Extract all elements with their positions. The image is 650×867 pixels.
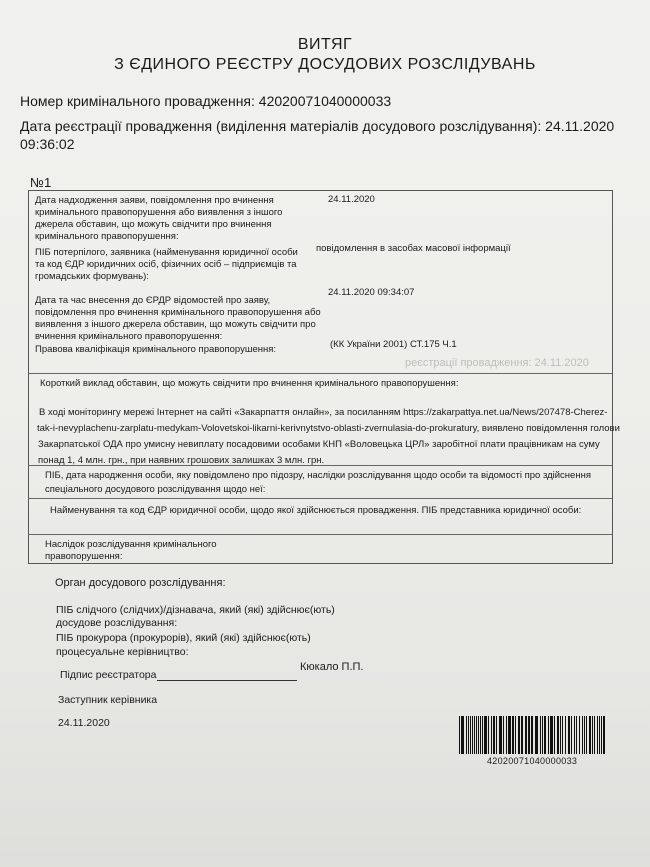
barcode-bar [474,716,475,754]
barcode-bar [574,716,575,754]
watermark-text: реєстрації провадження: 24.11.2020 [405,357,589,369]
barcode-bar [512,716,514,754]
barcode-bar [521,716,523,754]
signature-label: Підпис реєстратора [60,669,157,681]
summary-line-4: понад 1, 4 млн. грн., при наявних грошових залишках 3 млн. грн. [38,455,325,466]
barcode-bar [484,716,487,754]
agency-label: Орган досудового розслідування: [55,577,226,589]
divider [28,534,612,535]
suspect-label-line-2: спеціального досудового розслідування щодо неї: [45,484,266,495]
case-number: Номер кримінального провадження: 42020071040000033 [20,93,392,109]
barcode-bar [592,716,593,754]
barcode-bar [594,716,595,754]
barcode-bar [468,716,469,754]
barcode-bar [535,716,538,754]
barcode-bar [601,716,602,754]
registrar-name: Кюкало П.П. [300,661,364,673]
barcode-bar [589,716,591,754]
barcode-bar [466,716,467,754]
row-label-receipt-date: Дата надходження заяви, повідомлення про вчинення кримінального правопорушення або виявлення з іншого джерела обставин, що можуть свідчити про вчинення кримінального правопорушення: [35,195,283,242]
document-subtitle: З ЄДИНОГО РЕЄСТРУ ДОСУДОВИХ РОЗСЛІДУВАНЬ [114,56,536,73]
registration-date: Дата реєстрації провадження (виділення матеріалів досудового розслідування): 24.11.2020 [20,118,615,134]
row-value-entry-date: 24.11.2020 09:34:07 [328,287,415,298]
barcode-bar [562,716,563,754]
barcode-bar [506,716,507,754]
investigator-label-line-1: ПІБ слідчого (слідчих)/дізнавача, який (які) здійснює(ють) [56,604,335,616]
barcode-bar [579,716,580,754]
barcode [459,716,609,754]
barcode-bar [544,716,546,754]
barcode-bar [571,716,572,754]
prosecutor-label-line-2: процесуальне керівництво: [56,646,189,658]
barcode-bar [548,716,549,754]
barcode-bar [499,716,502,754]
document-title: ВИТЯГ [297,36,353,53]
barcode-bar [476,716,477,754]
summary-line-1: В ході моніторингу мережі Інтернет на сайті «Закарпаття онлайн», за посиланням https://zakarpattya.net.ua/News/207478-Cherez- [39,407,608,418]
barcode-bar [586,716,587,754]
barcode-bar [568,716,570,754]
barcode-bar [576,716,577,754]
barcode-bar [531,716,533,754]
barcode-bar [503,716,504,754]
barcode-bar [478,716,479,754]
barcode-bar [515,716,516,754]
document-date: 24.11.2020 [58,717,110,729]
barcode-bar [482,716,483,754]
barcode-bar [603,716,605,754]
barcode-bar [488,716,489,754]
barcode-bar [525,716,527,754]
barcode-bar [470,716,471,754]
barcode-bar [508,716,511,754]
barcode-bar [554,716,555,754]
summary-line-3: Закарпатської ОДА про умисну невиплату посадовими особами КНП «Воловецька ЦРЛ» заробітної плати працівникам на суму [38,439,600,450]
barcode-bar [528,716,530,754]
barcode-bar [518,716,520,754]
row-value-victim: повідомлення в засобах масової інформації [316,243,511,254]
row-value-qualification: (КК України 2001) СТ.175 Ч.1 [330,339,457,350]
summary-line-2: tak-i-nevyplachenu-zarplatu-medykam-Volovetskoi-likarni-kerivnytstvo-oblasti-zvernulasia-do-prokuratury, виявлено повідомлення голови [37,423,620,434]
barcode-bar [480,716,481,754]
record-number: №1 [30,175,52,190]
barcode-bar [459,716,460,754]
signature-line [157,680,297,681]
barcode-bar [461,716,464,754]
row-label-victim: ПІБ потерпілого, заявника (найменування юридичної особи та код ЄДР юридичних осіб, фізичних осіб – підприємців та громадських формувань): [35,247,298,282]
investigator-label-line-2: досудове розслідування: [56,617,178,629]
prosecutor-label-line-1: ПІБ прокурора (прокурорів), який (які) здійснює(ють) [56,632,311,644]
barcode-bar [472,716,473,754]
barcode-bar [560,716,561,754]
legal-entity-label: Найменування та код ЄДР юридичної особи, щодо якої здійснюється провадження. ПІБ представника юридичної особи: [50,505,582,516]
summary-label: Короткий виклад обставин, що можуть свідчити про вчинення кримінального правопорушення: [40,378,459,389]
barcode-bar [599,716,600,754]
divider [28,498,612,499]
barcode-number: 42020071040000033 [487,756,578,766]
divider [28,373,612,374]
registration-time: 09:36:02 [20,136,75,152]
barcode-bar [557,716,559,754]
barcode-bar [597,716,598,754]
suspect-label-line-1: ПІБ, дата народження особи, яку повідомлено про підозру, наслідки розслідування щодо особи та відомості про здійснення [45,470,591,481]
divider [28,465,612,466]
barcode-bar [550,716,553,754]
row-value-receipt-date: 24.11.2020 [328,194,375,205]
barcode-bar [565,716,566,754]
barcode-bar [496,716,497,754]
barcode-bar [542,716,543,754]
row-label-qualification: Правова кваліфікація кримінального правопорушення: [35,344,277,355]
deputy-label: Заступник керівника [58,694,158,706]
result-label-line-1: Наслідок розслідування кримінального [45,539,217,550]
barcode-bar [493,716,495,754]
barcode-bar [491,716,492,754]
barcode-bar [584,716,585,754]
barcode-bar [540,716,541,754]
barcode-bar [582,716,583,754]
row-label-entry-date: Дата та час внесення до ЄРДР відомостей про заяву, повідомлення про вчинення кримінального правопорушення або виявлення з іншого джерела обставин, що можуть свідчити про вчинення кримінального правопорушення: [35,295,321,342]
result-label-line-2: правопорушення: [45,551,123,562]
